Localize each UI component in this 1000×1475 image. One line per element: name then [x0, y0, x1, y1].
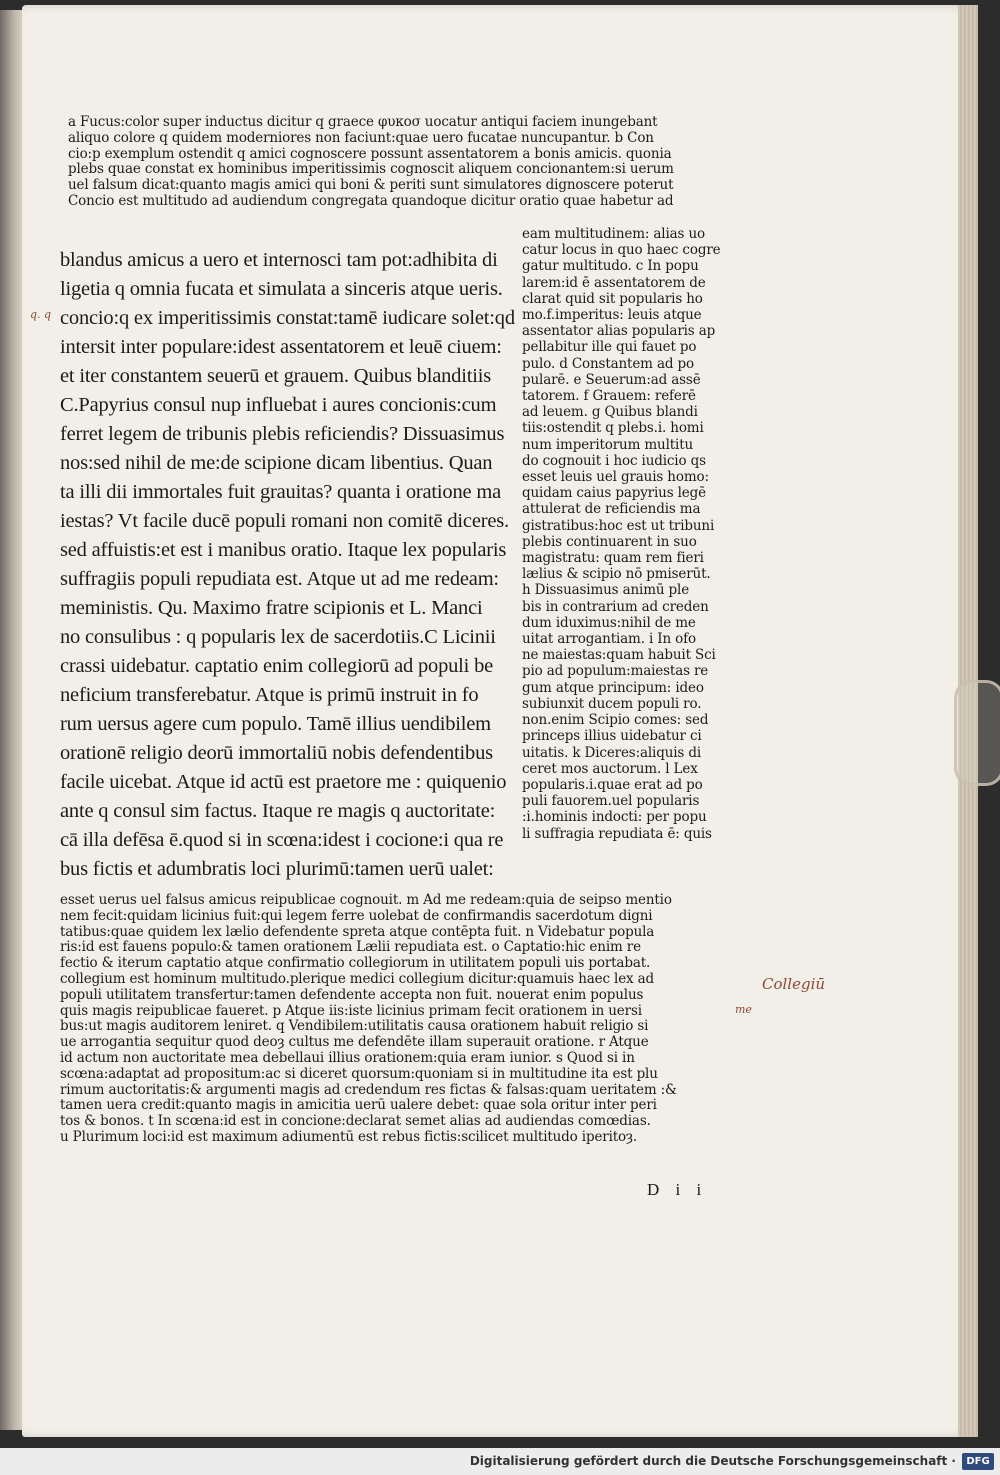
side-commentary-line: :i.hominis indocti: per popu [522, 809, 707, 826]
commentary-line: id actum non auctoritate mea debellaui illius orationem:quia eram iunior. s Quod si in [60, 1049, 635, 1066]
side-commentary-line: gistratibus:hoc est ut tribuni [522, 517, 715, 534]
side-commentary-line: bis in contrarium ad creden [522, 598, 709, 615]
side-commentary-line: attulerat de reficiendis ma [522, 501, 701, 518]
commentary-line: fectio & iterum captatio atque confirmatio collegiorum in utilitatem populi uis portabat. [60, 955, 651, 972]
previous-page-edge [0, 10, 24, 1430]
side-commentary-line: eam multitudinem: alias uo [522, 226, 705, 242]
side-commentary-line: assentator alias popularis ap [522, 323, 716, 340]
signature-mark: D i i [647, 1180, 708, 1199]
commentary-line: u Plurimum loci:id est maximum adiumentū est rebus fictis:scilicet multitudo iperitoȝ. [60, 1128, 638, 1145]
top-commentary [68, 115, 674, 210]
text-line: suffragiis populi repudiata est. Atque ut ad me redeam: [60, 568, 499, 590]
commentary-line: tos & bonos. t In scœna:id est in concione:declarat semet alias ad audiendas comœdias. [60, 1113, 651, 1130]
text-line: rum uersus agere cum populo. Tamē illius uendibilem [60, 713, 491, 735]
text-line: et iter constantem seuerū et grauem. Quibus blanditiis [60, 365, 491, 387]
side-commentary-line: tiis:ostendit q plebs.i. homi [522, 420, 704, 437]
text-line: facile uicebat. Atque id actū est praetore me : quiquenio [60, 771, 507, 793]
text-line: ta illi dii immortales fuit grauitas? quanta i oratione ma [60, 481, 501, 503]
text-line: blandus amicus a uero et internosci tam pot:adhibita di [60, 249, 498, 271]
side-commentary-line: popularis.i.quae erat ad po [522, 776, 703, 793]
side-commentary-line: uitat arrogantiam. i In ofo [522, 631, 696, 648]
commentary-line: plebs quae constat ex hominibus imperitissimis cognoscit aliquem concionantem:si uerum [68, 161, 674, 178]
text-line: meministis. Qu. Maximo fratre scipionis et L. Manci [60, 597, 483, 619]
commentary-line: rimum auctoritatis:& argumenti magis ad credendum res fictas & falsas:quam ueritatem :& [60, 1081, 677, 1098]
funding-credit: Digitalisierung gefördert durch die Deutsche Forschungsgemeinschaft · [469, 1454, 956, 1468]
side-commentary-line: ne maiestas:quam habuit Sci [522, 647, 716, 664]
side-commentary-line: ad leuem. g Quibus blandi [522, 404, 698, 421]
text-line: bus fictis et adumbratis loci plurimū:tamen uerū ualet: [60, 858, 494, 880]
side-commentary-line: clarat quid sit popularis ho [522, 290, 703, 307]
commentary-line: Concio est multitudo ad audiendum congregata quandoque dicitur oratio quae habetur ad [68, 192, 674, 209]
side-commentary-line: mo.f.imperitus: leuis atque [522, 307, 702, 324]
side-commentary-line: puli fauorem.uel popularis [522, 793, 700, 810]
side-commentary-line: uitatis. k Diceres:aliquis di [522, 744, 701, 761]
bottom-commentary [60, 893, 677, 1146]
commentary-line: a Fucus:color super inductus dicitur q graece φυκοσ uocatur antiqui faciem inungebant [68, 114, 658, 130]
page-clip [954, 680, 1000, 786]
side-commentary-line: pellabitur ille qui fauet po [522, 339, 697, 356]
text-line: crassi uidebatur. captatio enim collegiorū ad populi be [60, 655, 494, 677]
side-commentary-line: non.enim Scipio comes: sed [522, 712, 709, 729]
marginal-note-right: Collegiū [762, 975, 826, 993]
side-commentary [522, 226, 720, 842]
side-commentary-line: plebis continuarent in suo [522, 533, 697, 550]
side-commentary-line: subiunxit ducem populi ro. [522, 695, 702, 712]
side-commentary-line: tatorem. f Grauem: referē [522, 388, 696, 405]
main-text-column [60, 246, 515, 884]
side-commentary-line: catur locus in quo haec cogre [522, 242, 721, 259]
commentary-line: ris:id est fauens populo:& tamen orationem Lælii repudiata est. o Captatio:hic enim re [60, 939, 641, 956]
commentary-line: tamen uera credit:quanto magis in amicitia uerū ualere debet: quae sola oritur inter peri [60, 1097, 657, 1114]
marginal-note-right-small: me [735, 1003, 752, 1016]
text-line: intersit inter populare:idest assentatorem et leuē ciuem: [60, 336, 502, 358]
commentary-line: cio:p exemplum ostendit q amici cognoscere possunt assentatorem a bonis amicis. quonia [68, 145, 672, 162]
side-commentary-line: pularē. e Seuerum:ad assē [522, 371, 701, 388]
commentary-line: collegium est hominum multitudo.plerique medici collegium dicitur:quamuis haec lex ad [60, 970, 655, 987]
text-line: neficium transferebatur. Atque is primū instruit in fo [60, 684, 479, 706]
text-line: ferret legem de tribunis plebis reficiendis? Dissuasimus [60, 423, 505, 445]
text-line: sed affuistis:et est i manibus oratio. Itaque lex popularis [60, 539, 507, 561]
side-commentary-line: pio ad populum:maiestas re [522, 663, 709, 680]
side-commentary-line: ceret mos auctorum. l Lex [522, 760, 698, 777]
text-line: ligetia q omnia fucata et simulata a sinceris atque ueris. [60, 278, 503, 300]
side-commentary-line: gatur multitudo. c In popu [522, 258, 699, 275]
commentary-line: quis magis reipublicae faueret. p Atque iis:iste licinius primam fecit orationem in uersi [60, 1002, 642, 1019]
side-commentary-line: h Dissuasimus animū ple [522, 582, 690, 599]
text-line: concio:q ex imperitissimis constat:tamē iudicare solet:qd [60, 307, 515, 329]
footer-bar [0, 1448, 1000, 1475]
commentary-line: nem fecit:quidam licinius fuit:qui legem ferre uolebat de confirmandis sacerdotum digni [60, 907, 653, 924]
side-commentary-line: magistratu: quam rem fieri [522, 550, 704, 567]
side-commentary-line: esset leuis uel grauis homo: [522, 469, 709, 486]
text-line: ante q consul sim factus. Itaque re magis q auctoritate: [60, 800, 496, 822]
text-line: cā illa defēsa ē.quod si in scœna:idest i cocione:i qua re [60, 829, 504, 851]
dfg-logo-icon: DFG [962, 1453, 994, 1470]
commentary-line: populi utilitatem transfertur:tamen defendente accepta non fuit. nouerat enim populus [60, 986, 644, 1003]
side-commentary-line: li suffragia repudiata ē: quis [522, 825, 712, 842]
side-commentary-line: pulo. d Constantem ad po [522, 355, 694, 372]
text-line: iestas? Vt facile ducē populi romani non comitē diceres. [60, 510, 509, 532]
commentary-line: uel falsum dicat:quanto magis amici qui boni & periti sunt simulatores dignoscere poterut [68, 177, 674, 194]
text-line: nos:sed nihil de me:de scipione dicam libentius. Quan [60, 452, 493, 474]
side-commentary-line: lælius & scipio nō pmiserūt. [522, 566, 711, 583]
commentary-line: esset uerus uel falsus amicus reipublicae cognouit. m Ad me redeam:quia de seipso mentio [60, 892, 672, 908]
side-commentary-line: princeps illius uidebatur ci [522, 728, 702, 745]
commentary-line: tatibus:quae quidem lex lælio defendente spreta atque contēpta fuit. n Videbatur popula [60, 923, 655, 940]
side-commentary-line: dum iduximus:nihil de me [522, 614, 696, 631]
text-line: C.Papyrius consul nup influebat i aures concionis:cum [60, 394, 497, 416]
marginal-note-left: q. q [30, 308, 52, 321]
commentary-line: aliquo colore q quidem moderniores non faciunt:quae uero fucatae nuncupantur. b Con [68, 129, 654, 146]
text-line: no consulibus : q popularis lex de sacerdotiis.C Licinii [60, 626, 496, 648]
side-commentary-line: do cognouit i hoc iudicio qs [522, 452, 706, 469]
side-commentary-line: quidam caius papyrius legē [522, 485, 706, 502]
side-commentary-line: gum atque principum: ideo [522, 679, 704, 696]
commentary-line: ue arrogantia sequitur quod deoȝ cultus me defendēte illam superauit oratione. r Atque [60, 1034, 649, 1051]
commentary-line: scœna:adaptat ad propositum:ac si diceret quorsum:quoniam si in multitudine ita est plu [60, 1065, 658, 1082]
commentary-line: bus:ut magis auditorem leniret. q Vendibilem:utilitatis causa orationem habuit religio si [60, 1018, 649, 1035]
side-commentary-line: num imperitorum multitu [522, 436, 694, 453]
text-line: orationē religio deorū immortaliū nobis defendentibus [60, 742, 493, 764]
side-commentary-line: larem:id ē assentatorem de [522, 274, 706, 291]
